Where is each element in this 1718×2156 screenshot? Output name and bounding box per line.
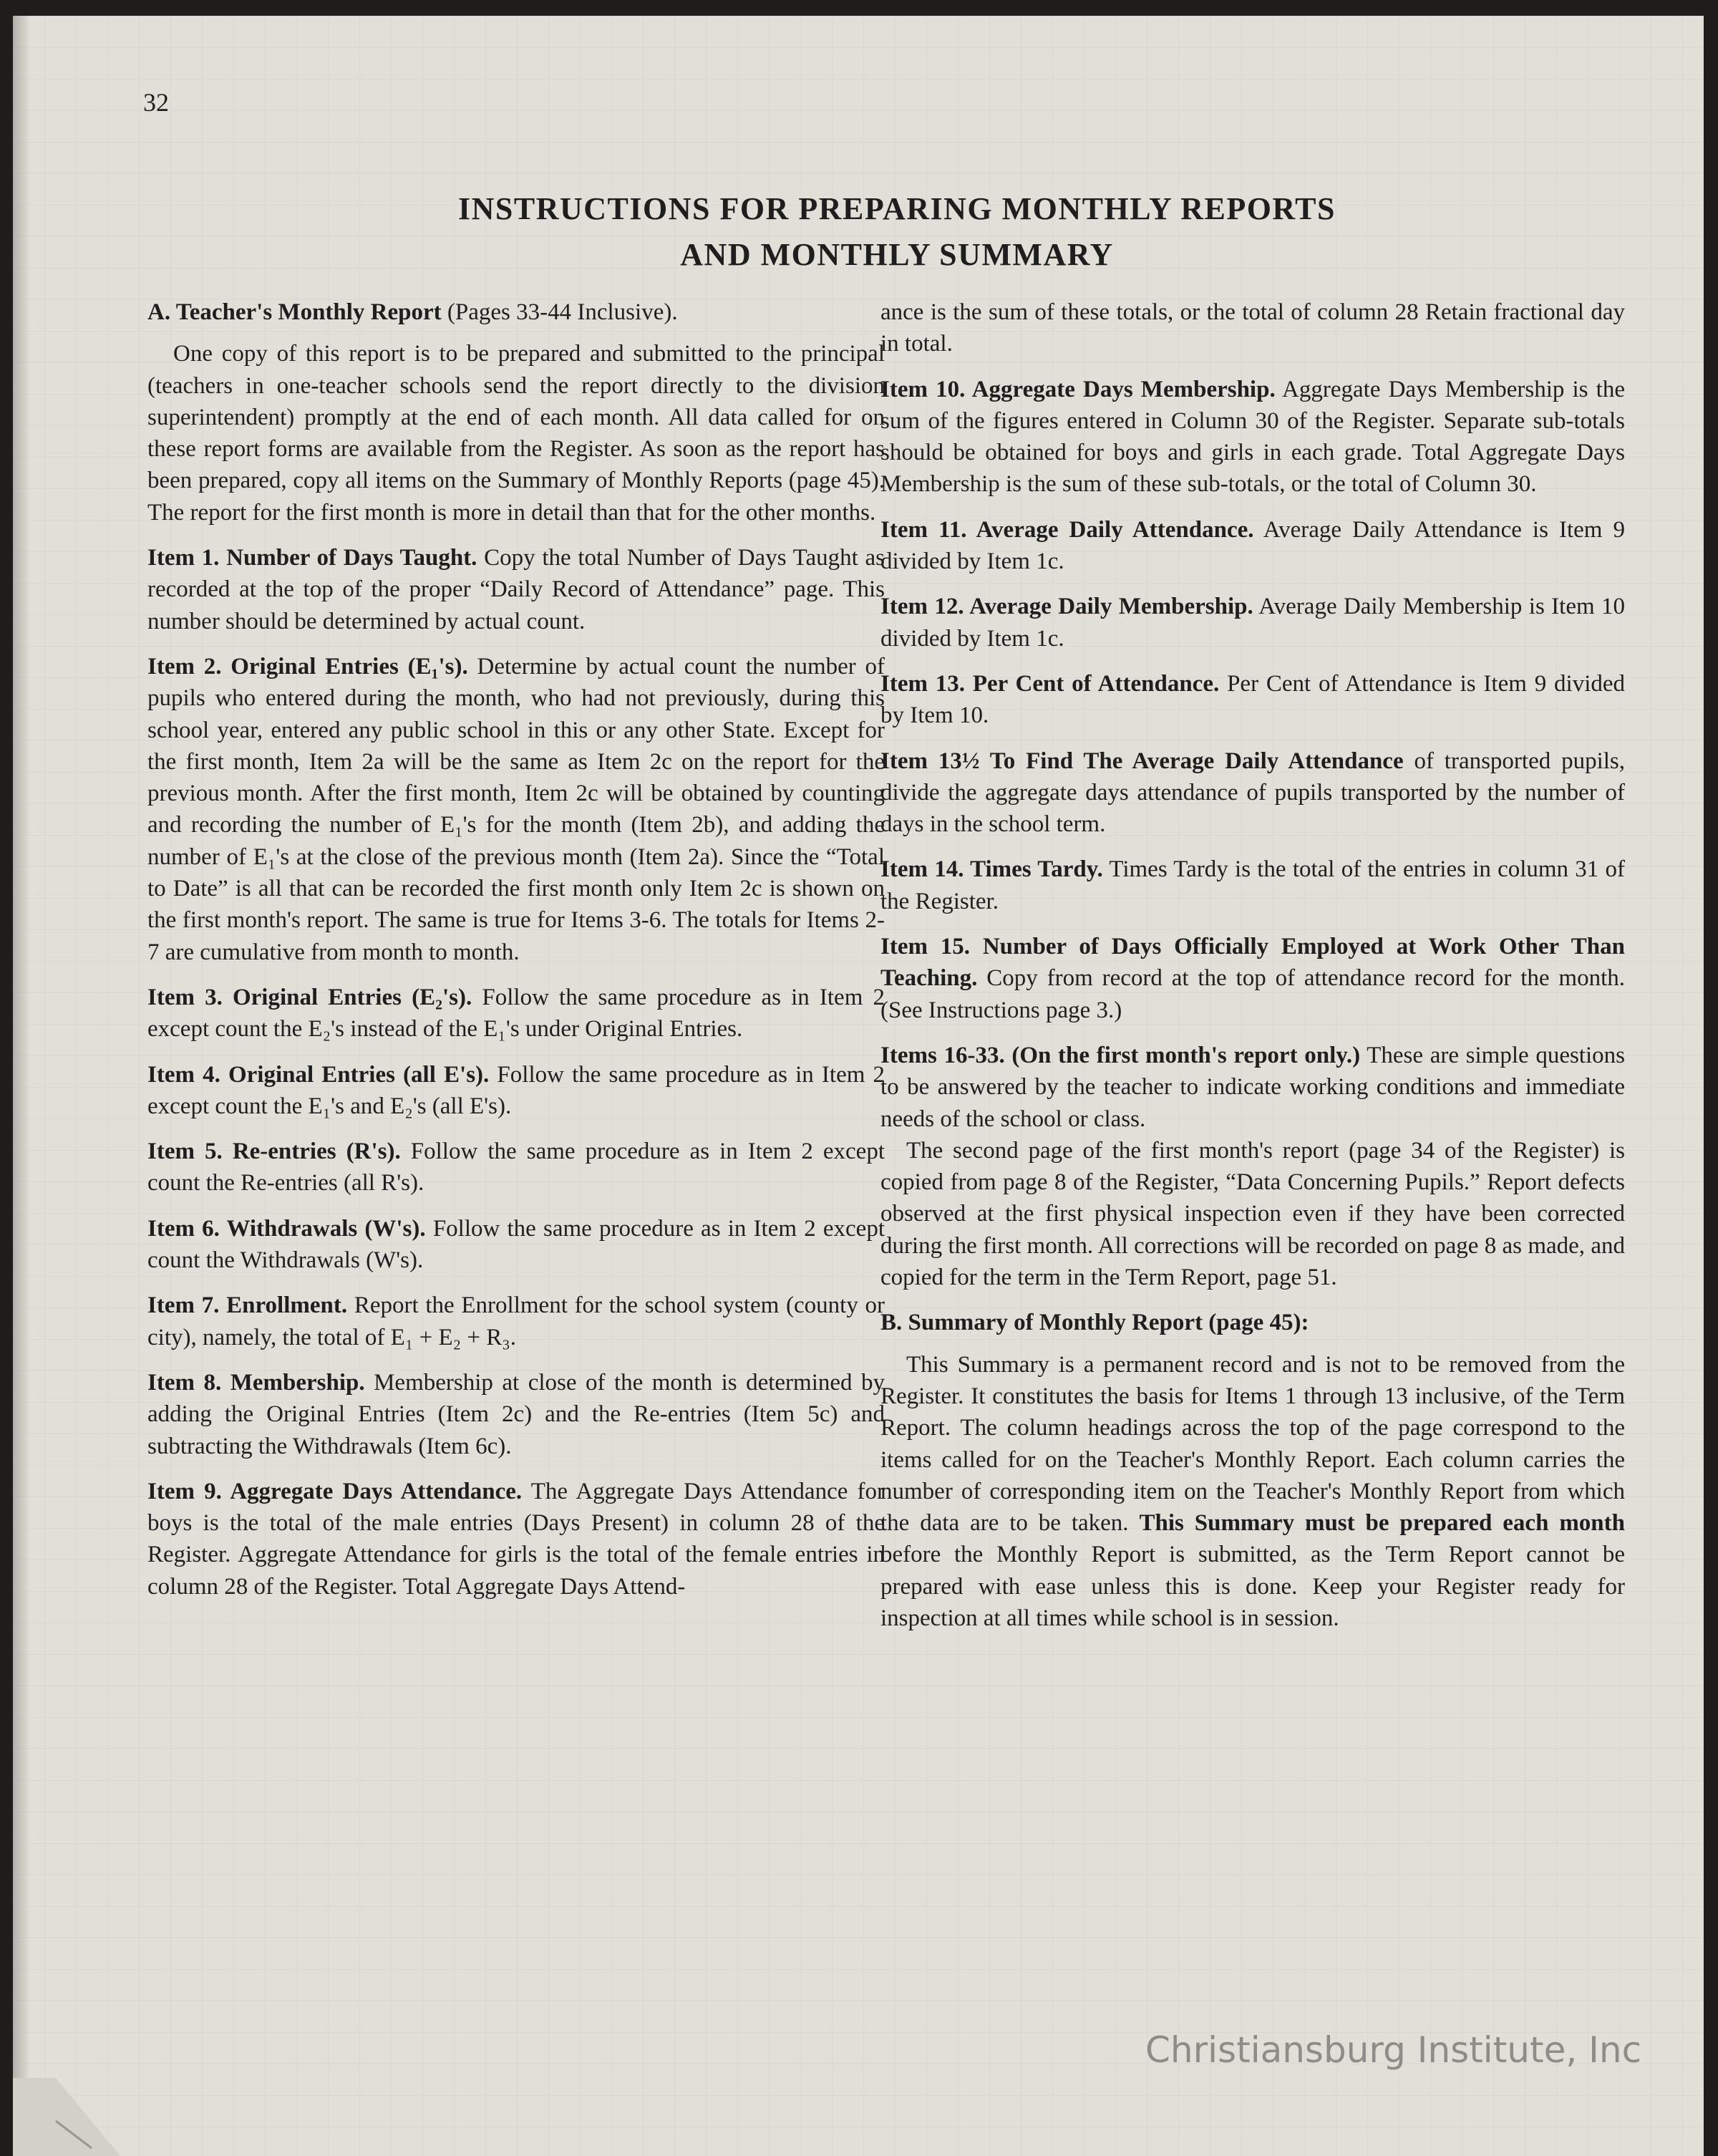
section-b-text-1: This Summary is a permanent record and is not to be removed from the Register. It constitutes the basis for Items 1 through 13 inclusive, of the Term Report. The column headings across the top of the page correspond to the items called for on the Teacher's Monthly Report. Each column carries the number of corresponding item on the Teacher's Monthly Report from which the data are to be taken. bbox=[880, 1351, 1625, 1537]
item-9-label: Item 9. Aggregate Days Attendance. bbox=[147, 1478, 523, 1504]
section-b-emphasis: This Summary must be prepared each month bbox=[1139, 1510, 1626, 1537]
item-9-text: The Aggregate Days Attendance for boys is the total of the male entries (Days Present) in column 28 of the Register. Aggregate Attendance for girls is the total of the female entries in column 28 of the Register. Total Aggregate Days Attend- bbox=[147, 1478, 885, 1600]
section-a-pages: (Pages 33-44 Inclusive). bbox=[447, 299, 678, 325]
item-1-label: Item 1. Number of Days Taught. bbox=[147, 545, 477, 571]
item-6-text: Follow the same procedure as in Item 2 except count the Withdrawals (W's). bbox=[147, 1215, 885, 1274]
item-4-text: Follow the same procedure as in Item 2 except count the E₁'s and E₂'s (all E's). bbox=[147, 1061, 885, 1119]
item-14-text: Times Tardy is the total of the entries in column 31 of the Register. bbox=[880, 856, 1626, 914]
page-title-line-1: INSTRUCTIONS FOR PREPARING MONTHLY REPORTS bbox=[458, 191, 1336, 226]
item-3-label: Item 3. Original Entries (E₂'s). bbox=[147, 984, 472, 1010]
page-title-line-2: AND MONTHLY SUMMARY bbox=[680, 237, 1114, 272]
items-16-33-label: Items 16-33. (On the first month's report only.) bbox=[880, 1042, 1361, 1068]
section-a-body: One copy of this report is to be prepared and submitted to the principal (teachers in one-teacher schools send the report directly to the division superintendent) promptly at the end of each month. All data called for on these report forms are available from the Register. As soon as the report has been prepared, copy all items on the Summary of Monthly Reports (page 45). The report for the first month is more in detail than that for the other months. bbox=[147, 341, 885, 526]
item-7 bbox=[147, 1290, 885, 1353]
section-b-text-2: before the Monthly Report is submitted, as the Term Report cannot be prepared with ease unless this is done. Keep your Register ready for inspection at all times while school is in session. bbox=[880, 1542, 1625, 1631]
item-8-text: Membership at close of the month is determined by adding the Original Entries (Item 2c) and the Re-entries (Item 5c) and subtracting the Withdrawals (Item 6c). bbox=[147, 1369, 885, 1459]
item-1-text: Copy the total Number of Days Taught as recorded at the top of the proper “Daily Record of Attendance” page. This number should be determined by actual count. bbox=[147, 545, 885, 634]
item-13-label: Item 13. Per Cent of Attendance. bbox=[880, 670, 1220, 697]
item-14-label: Item 14. Times Tardy. bbox=[880, 856, 1103, 883]
second-page-paragraph: The second page of the first month's report (page 34 of the Register) is copied from page 8 of the Register, “Data Concerning Pupils.” Report defects observed at the first physical inspection even if they have been corrected during the first month. All corrections will be recorded on page 8 as made, and copied for the term in the Term Report, page 51. bbox=[880, 1137, 1625, 1291]
item-14 bbox=[880, 854, 1625, 917]
item-12-label: Item 12. Average Daily Membership. bbox=[880, 594, 1253, 620]
item-13-text: Per Cent of Attendance is Item 9 divided by Item 10. bbox=[880, 670, 1626, 729]
item-10 bbox=[880, 374, 1625, 501]
item-1 bbox=[147, 542, 885, 637]
item-5-label: Item 5. Re-entries (R's). bbox=[147, 1139, 401, 1165]
folded-corner-mark bbox=[13, 2078, 127, 2156]
item-11-text: Average Daily Attendance is Item 9 divided by Item 1c. bbox=[880, 516, 1625, 575]
right-column bbox=[880, 296, 1625, 1648]
items-16-33-text: These are simple questions to be answered by the teacher to indicate working conditions and immediate needs of the school or class. bbox=[880, 1042, 1625, 1132]
item-13-half-text: of transported pupils, divide the aggregate days attendance of pupils transported by the number of days in the school term. bbox=[880, 748, 1626, 838]
section-b-body bbox=[880, 1349, 1625, 1635]
item-11 bbox=[880, 514, 1625, 578]
item-6 bbox=[147, 1213, 885, 1277]
item-6-label: Item 6. Withdrawals (W's). bbox=[147, 1215, 426, 1242]
section-a-heading bbox=[147, 296, 885, 328]
item-4 bbox=[147, 1059, 885, 1123]
item-9-continued: ance is the sum of these totals, or the total of column 28 Retain fractional day in total. bbox=[880, 299, 1625, 357]
watermark: Christiansburg Institute, Inc bbox=[1145, 2029, 1642, 2071]
left-column bbox=[147, 296, 885, 1603]
item-13-half-label: Item 13½ To Find The Average Daily Attendance bbox=[880, 748, 1404, 774]
item-10-text: Aggregate Days Membership is the sum of the figures entered in Column 30 of the Register. Separate sub-totals should be obtained for boys and girls in each grade. Total Aggregate Days Membership is the sum of these sub-totals, or the total of Column 30. bbox=[880, 376, 1625, 498]
item-3 bbox=[147, 982, 885, 1045]
item-15 bbox=[880, 931, 1625, 1026]
item-5 bbox=[147, 1136, 885, 1199]
item-5-text: Follow the same procedure as in Item 2 except count the Re-entries (all R's). bbox=[147, 1139, 885, 1197]
item-9 bbox=[147, 1476, 885, 1603]
item-2-label: Item 2. Original Entries (E₁'s). bbox=[147, 653, 468, 680]
item-13-half bbox=[880, 745, 1625, 841]
document-page bbox=[13, 16, 1704, 2156]
section-b-title: B. Summary of Monthly Report (page 45): bbox=[880, 1310, 1309, 1336]
section-a-title: A. Teacher's Monthly Report bbox=[147, 299, 442, 325]
item-7-label: Item 7. Enrollment. bbox=[147, 1292, 348, 1319]
item-12 bbox=[880, 591, 1625, 654]
item-2-text: Determine by actual count the number of pupils who entered during the month, who had not previously, during this school year, entered any public school in this or any other State. Except for the first month, Item 2a will be the same as Item 2c on the report for the previous month. After the first month, Item 2c will be obtained by counting and recording the number of E₁'s for the month (Item 2b), and adding the number of E₁'s at the close of the previous month (Item 2a). Since the “Total to Date” is all that can be recorded the first month only Item 2c is shown on the first month's report. The same is true for Items 3-6. The totals for Items 2-7 are cumulative from month to month. bbox=[147, 653, 885, 965]
item-15-label: Item 15. Number of Days Officially Employed at Work Other Than Teaching. bbox=[880, 934, 1625, 992]
item-4-label: Item 4. Original Entries (all E's). bbox=[147, 1061, 490, 1088]
item-12-text: Average Daily Membership is Item 10 divided by Item 1c. bbox=[880, 594, 1625, 652]
item-7-text: Report the Enrollment for the school system (county or city), namely, the total of E₁ + E₂ + R₃. bbox=[147, 1292, 885, 1350]
item-8 bbox=[147, 1367, 885, 1462]
page-number: 32 bbox=[143, 88, 169, 117]
section-b-heading bbox=[880, 1307, 1625, 1338]
binding-shadow bbox=[13, 16, 30, 2156]
item-15-text: Copy from record at the top of attendance record for the month. (See Instructions page 3.) bbox=[880, 965, 1626, 1023]
item-10-label: Item 10. Aggregate Days Membership. bbox=[880, 376, 1276, 402]
item-11-label: Item 11. Average Daily Attendance. bbox=[880, 516, 1254, 543]
item-8-label: Item 8. Membership. bbox=[147, 1369, 365, 1396]
items-16-33 bbox=[880, 1040, 1625, 1135]
item-3-text: Follow the same procedure as in Item 2 except count the E₂'s instead of the E₁'s under Original Entries. bbox=[147, 984, 885, 1043]
item-2 bbox=[147, 651, 885, 968]
item-13 bbox=[880, 668, 1625, 732]
